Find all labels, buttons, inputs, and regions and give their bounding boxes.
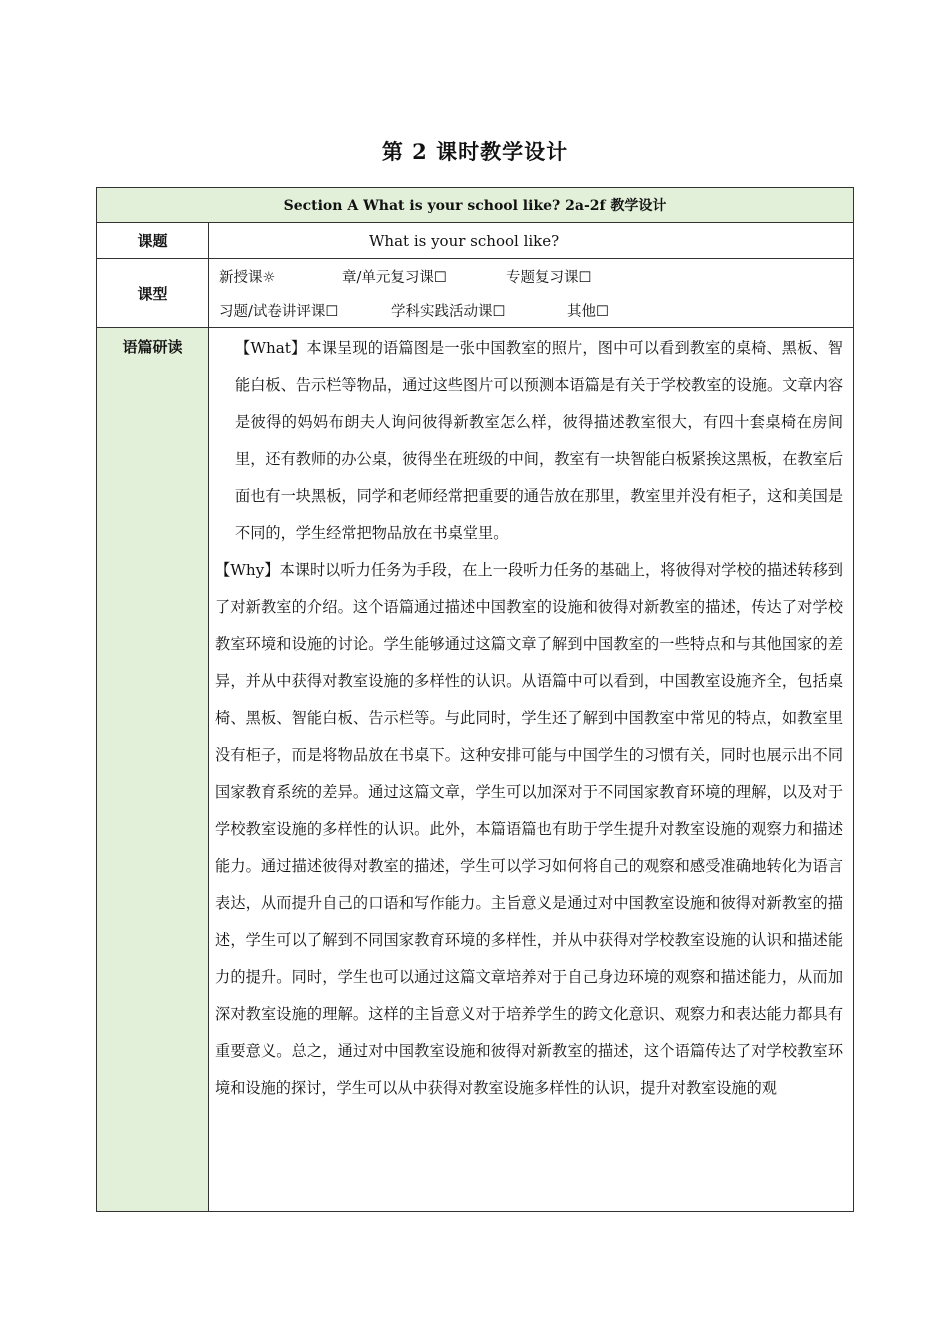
course-type-line-2	[219, 293, 853, 327]
what-paragraph: 【What】本课呈现的语篇图是一张中国教室的照片，图中可以看到教室的桌椅、黑板、智能白板、告示栏等物品，通过这些图片可以预测本语篇是有关于学校教室的设施。文章内容是彼得的妈妈布朗夫人询问彼得新教室怎么样，彼得描述教室很大，有四十套桌椅在房间里，还有教师的办公桌，彼得坐在班级的中间，教室有一块智能白板紧挨这黑板，在教室后面也有一块黑板，同学和老师经常把重要的通告放在那里，教室里并没有柜子，这和美国是不同的，学生经常把物品放在书桌堂里。	[235, 339, 843, 542]
course-type-label: 课型	[97, 259, 209, 328]
course-type-line-1	[219, 259, 853, 293]
reading-row	[97, 328, 854, 1212]
course-type-row	[97, 259, 854, 328]
topic-value: What is your school like?	[209, 223, 854, 259]
table-header: Section A What is your school like? 2a-2f 教学设计	[97, 188, 854, 223]
why-paragraph: 【Why】本课时以听力任务为手段，在上一段听力任务的基础上，将彼得对学校的描述转移到了对新教室的介绍。这个语篇通过描述中国教室的设施和彼得对新教室的描述，传达了对学校教室环境和设施的讨论。学生能够通过这篇文章了解到中国教室的一些特点和与其他国家的差异，并从中获得对教室设施的多样性的认识。从语篇中可以看到，中国教室设施齐全，包括桌椅、黑板、智能白板、告示栏等。与此同时，学生还了解到中国教室中常见的特点，如教室里没有柜子，而是将物品放在书桌下。这种安排可能与中国学生的习惯有关，同时也展示出不同国家教育系统的差异。通过这篇文章，学生可以加深对于不同国家教育环境的理解，以及对于学校教室设施的多样性的认识。此外，本篇语篇也有助于学生提升对教室设施的观察力和描述能力。通过描述彼得对教室的描述，学生可以学习如何将自己的观察和感受准确地转化为语言表达，从而提升自己的口语和写作能力。主旨意义是通过对中国教室设施和彼得对新教室的描述，学生可以了解到不同国家教育环境的多样性，并从中获得对学校教室设施的认识和描述能力的提升。同时，学生也可以通过这篇文章培养对于自己身边环境的观察和描述能力，从而加深对教室设施的理解。这样的主旨意义对于培养学生的跨文化意识、观察力和表达能力都具有重要意义。总之，通过对中国教室设施和彼得对新教室的描述，这个语篇传达了对学校教室环境和设施的探讨，学生可以从中获得对教室设施多样性的认识，提升对教室设施的观	[215, 561, 843, 1097]
page-title: 第 2 课时教学设计	[381, 139, 569, 164]
topic-row	[97, 223, 854, 259]
reading-content	[209, 328, 854, 1212]
course-type-options	[209, 259, 854, 328]
table-header-row	[97, 188, 854, 223]
option-new-lesson[interactable]: 新授课☼	[219, 269, 276, 286]
reading-label: 语篇研读	[97, 328, 209, 1212]
option-other[interactable]: 其他☐	[567, 303, 609, 320]
option-unit-review[interactable]: 章/单元复习课☐	[342, 269, 447, 286]
lesson-plan-table	[96, 187, 854, 1212]
option-exercise-review[interactable]: 习题/试卷讲评课☐	[219, 303, 339, 320]
topic-label: 课题	[97, 223, 209, 259]
option-topic-review[interactable]: 专题复习课☐	[506, 269, 592, 286]
option-practice-activity[interactable]: 学科实践活动课☐	[391, 303, 506, 320]
